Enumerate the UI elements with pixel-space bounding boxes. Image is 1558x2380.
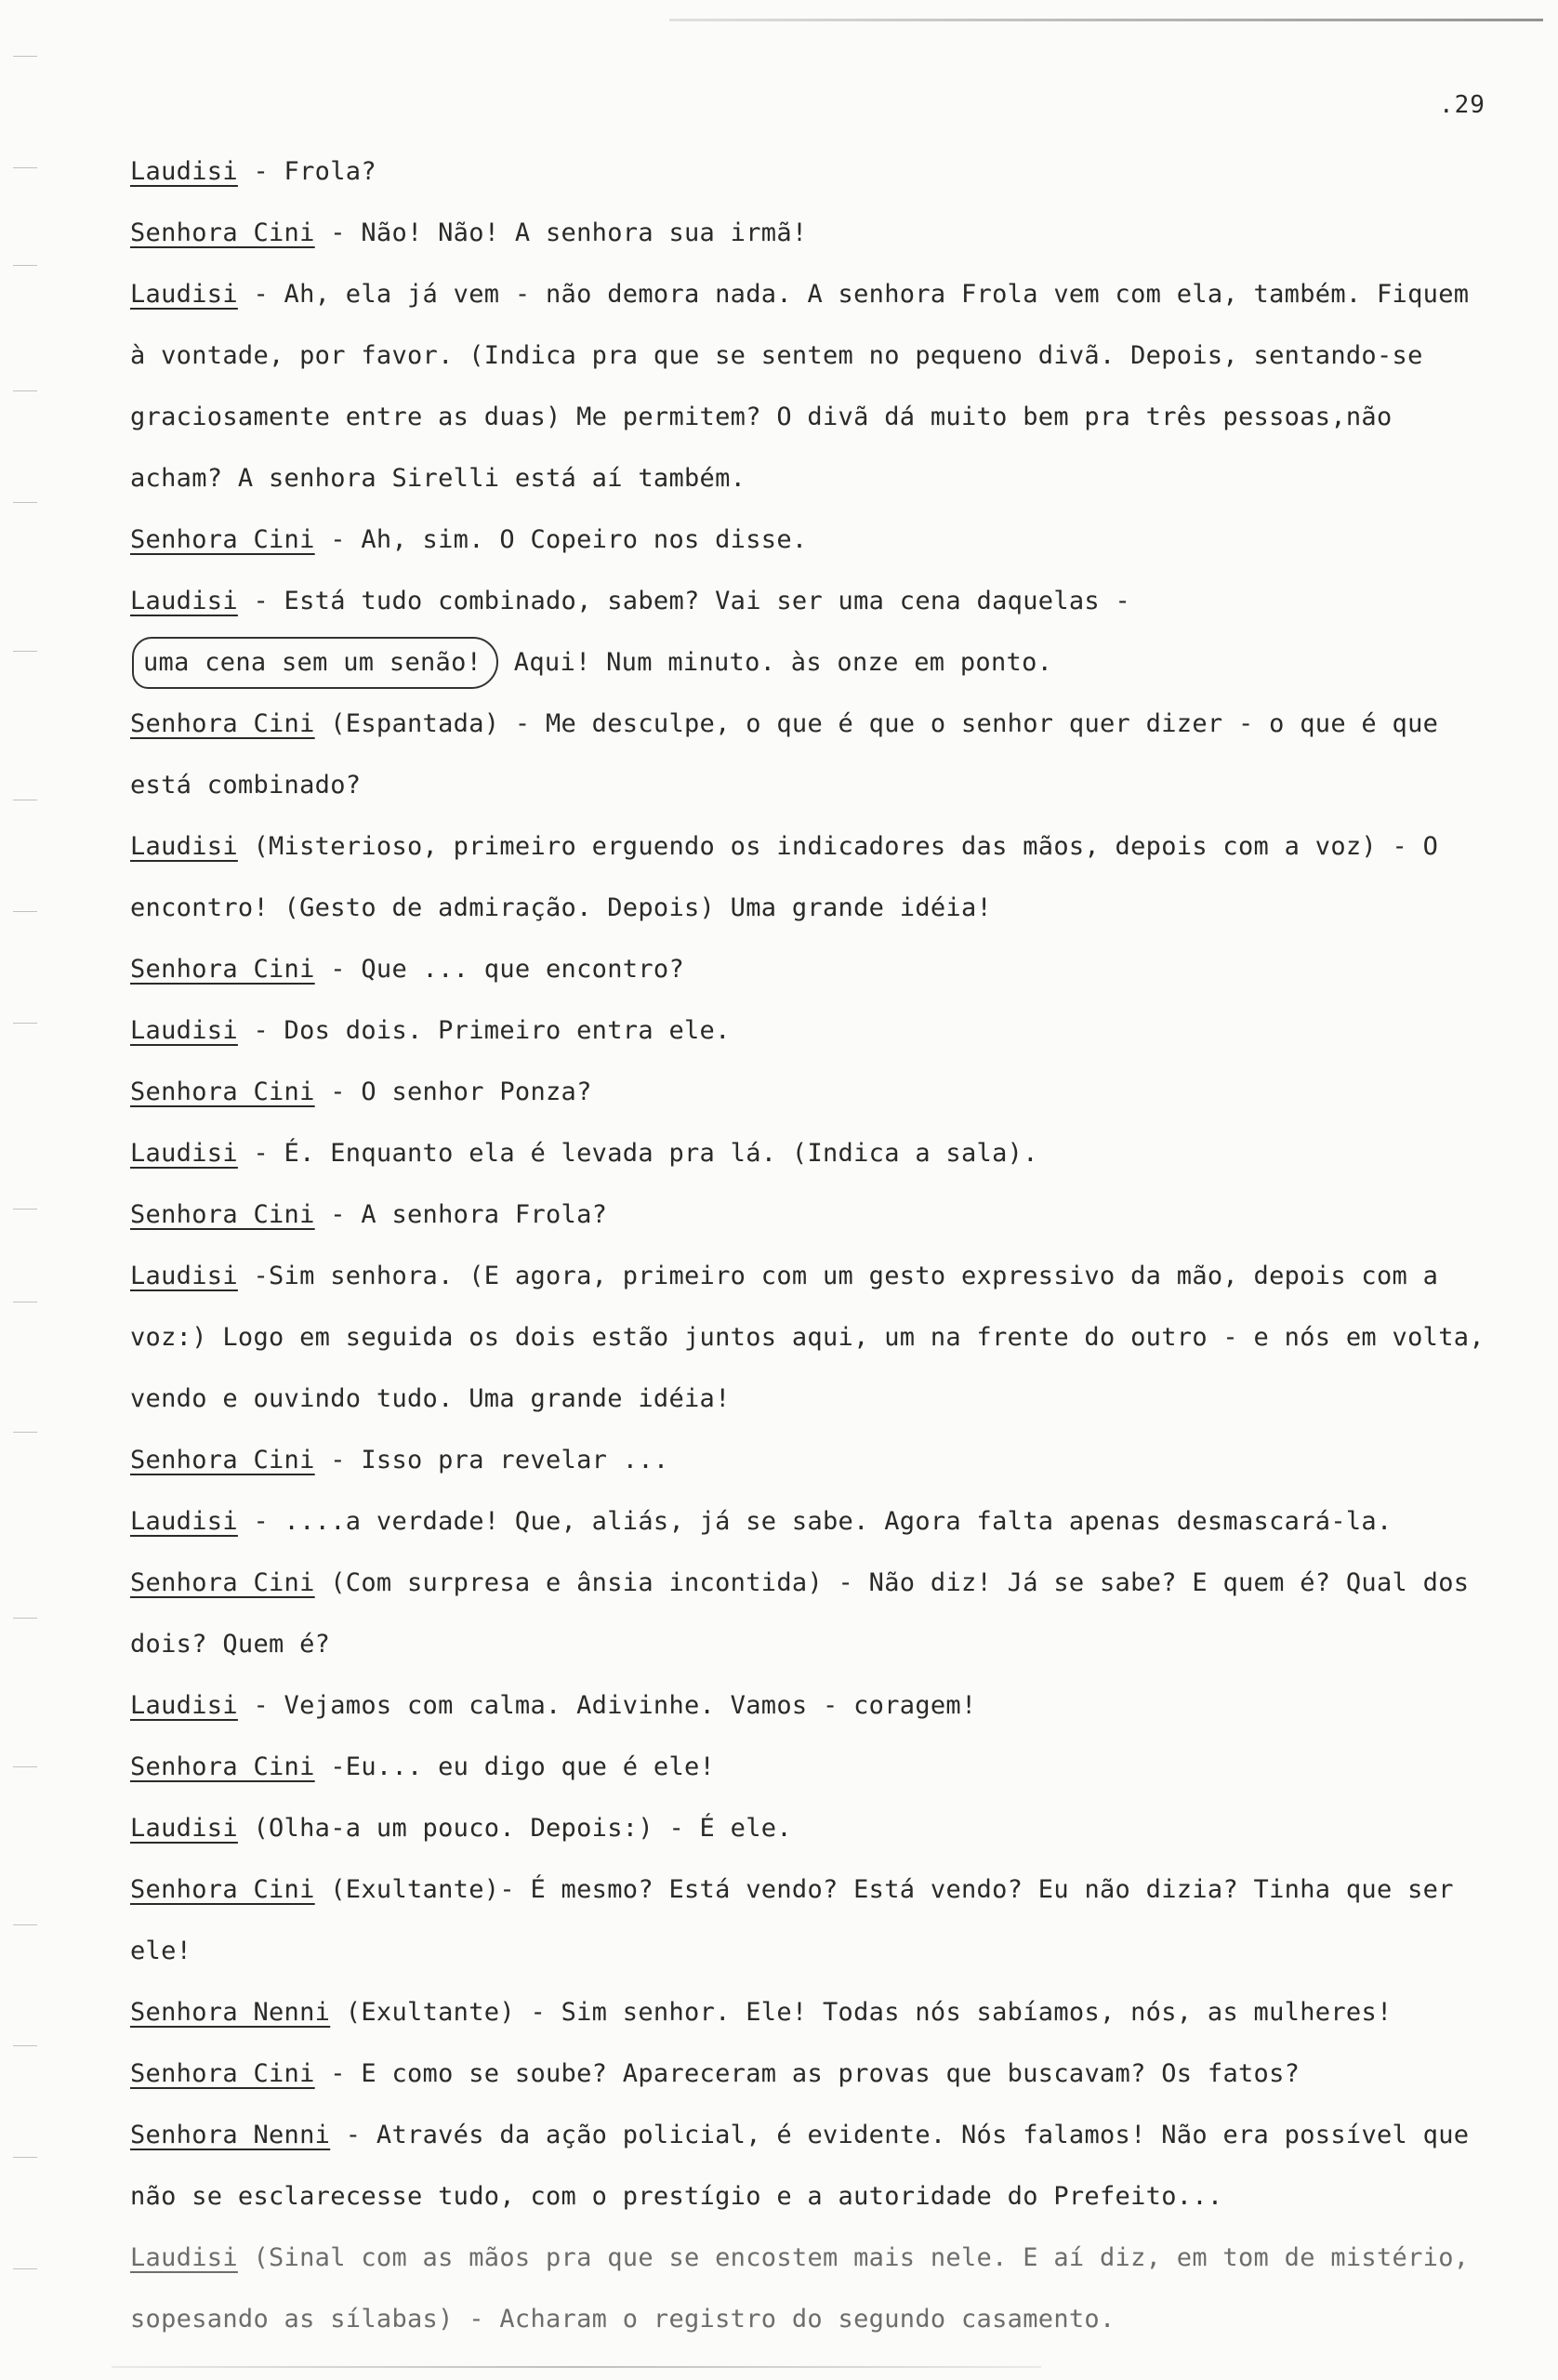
page-number: .29 bbox=[1439, 91, 1485, 119]
dialogue-entry bbox=[130, 1062, 1497, 1123]
speaker-name: Senhora Cini bbox=[130, 1752, 315, 1781]
speaker-name: Laudisi bbox=[130, 1016, 238, 1045]
dialogue-text-continued: Aqui! Num minuto. às onze em ponto. bbox=[498, 648, 1053, 677]
dialogue-entry bbox=[130, 1675, 1497, 1737]
dialogue-entry bbox=[130, 1430, 1497, 1491]
dialogue-text: -Eu... eu digo que é ele! bbox=[314, 1752, 716, 1781]
dialogue-entry bbox=[130, 1798, 1497, 1859]
dialogue-text: -Sim senhora. (E agora, primeiro com um gesto expressivo da mão, depois com a voz:) Logo em seguida os dois estão juntos aqui, um na frente do outro - e nós em volta, vendo e ouvindo tudo. Uma grande idéia! bbox=[130, 1262, 1485, 1413]
speaker-name: Laudisi bbox=[130, 2243, 238, 2272]
dialogue-entry bbox=[130, 2105, 1497, 2228]
speaker-name: Senhora Cini bbox=[130, 218, 315, 247]
top-scan-rule bbox=[669, 19, 1543, 21]
dialogue-text: (Exultante) - Sim senhor. Ele! Todas nós sabíamos, nós, as mulheres! bbox=[330, 1998, 1393, 2027]
dialogue-text: - Que ... que encontro? bbox=[314, 955, 685, 984]
speaker-name: Laudisi bbox=[130, 280, 238, 309]
dialogue-text: - Ah, sim. O Copeiro nos disse. bbox=[314, 525, 808, 554]
speaker-name: Senhora Cini bbox=[130, 1200, 315, 1229]
speaker-name: Senhora Cini bbox=[130, 2059, 315, 2088]
dialogue-text: - Está tudo combinado, sabem? Vai ser uma cena daquelas - bbox=[237, 587, 1131, 615]
speaker-name: Senhora Nenni bbox=[130, 1998, 331, 2027]
speaker-name: Laudisi bbox=[130, 1262, 238, 1290]
dialogue-text: - Através da ação policial, é evidente. Nós falamos! Não era possível que não se esclarecesse tudo, com o prestígio e a autoridade do Prefeito... bbox=[130, 2121, 1470, 2211]
speaker-name: Laudisi bbox=[130, 1691, 238, 1720]
dialogue-entry bbox=[130, 1982, 1497, 2043]
dialogue-entry bbox=[130, 2043, 1497, 2105]
dialogue-entry bbox=[130, 509, 1497, 571]
dialogue-entry bbox=[130, 1491, 1497, 1553]
dialogue-text: (Exultante)- É mesmo? Está vendo? Está vendo? Eu não dizia? Tinha que ser ele! bbox=[130, 1875, 1454, 1965]
dialogue-entry bbox=[130, 571, 1497, 694]
dialogue-entry bbox=[130, 203, 1497, 264]
speaker-name: Senhora Cini bbox=[130, 1568, 315, 1597]
dialogue-entry bbox=[130, 1246, 1497, 1430]
speaker-name: Senhora Cini bbox=[130, 1875, 315, 1904]
dialogue-entry bbox=[130, 2228, 1497, 2350]
speaker-name: Laudisi bbox=[130, 1814, 238, 1843]
dialogue-entry bbox=[130, 939, 1497, 1000]
dialogue-entry bbox=[130, 141, 1497, 203]
handwritten-boxed-insert: uma cena sem um senão! bbox=[132, 637, 498, 689]
speaker-name: Senhora Nenni bbox=[130, 2121, 331, 2149]
speaker-name: Laudisi bbox=[130, 587, 238, 615]
speaker-name: Laudisi bbox=[130, 1139, 238, 1168]
dialogue-entry bbox=[130, 1184, 1497, 1246]
dialogue-text: (Misterioso, primeiro erguendo os indicadores das mãos, depois com a voz) - O encontro! (Gesto de admiração. Depois) Uma grande idéia! bbox=[130, 832, 1439, 922]
dialogue-text: - Isso pra revelar ... bbox=[314, 1446, 669, 1474]
dialogue-entry bbox=[130, 694, 1497, 816]
dialogue-text: - E como se soube? Apareceram as provas que buscavam? Os fatos? bbox=[314, 2059, 1301, 2088]
dialogue-text: - Vejamos com calma. Adivinhe. Vamos - coragem! bbox=[237, 1691, 977, 1720]
dialogue-entry bbox=[130, 1123, 1497, 1184]
script-body bbox=[130, 141, 1497, 2350]
speaker-name: Senhora Cini bbox=[130, 955, 315, 984]
dialogue-entry bbox=[130, 1553, 1497, 1675]
speaker-name: Laudisi bbox=[130, 1507, 238, 1536]
dialogue-text: (Com surpresa e ânsia incontida) - Não diz! Já se sabe? E quem é? Qual dos dois? Quem é? bbox=[130, 1568, 1470, 1659]
speaker-name: Senhora Cini bbox=[130, 525, 315, 554]
dialogue-text: (Olha-a um pouco. Depois:) - É ele. bbox=[237, 1814, 792, 1843]
dialogue-text: - Ah, ela já vem - não demora nada. A senhora Frola vem com ela, também. Fiquem à vontade, por favor. (Indica pra que se sentem no pequeno divã. Depois, sentando-se graciosamente entre as duas) Me permitem? O divã dá muito bem pra três pessoas,não acham? A senhora Sirelli está aí também. bbox=[130, 280, 1470, 493]
left-margin-marks bbox=[13, 19, 50, 2361]
dialogue-text: - Frola? bbox=[237, 157, 376, 186]
bottom-scan-rule bbox=[112, 2366, 1041, 2368]
speaker-name: Laudisi bbox=[130, 832, 238, 861]
dialogue-text: - Dos dois. Primeiro entra ele. bbox=[237, 1016, 731, 1045]
dialogue-text: - O senhor Ponza? bbox=[314, 1078, 592, 1106]
speaker-name: Senhora Cini bbox=[130, 1078, 315, 1106]
dialogue-entry bbox=[130, 816, 1497, 939]
dialogue-entry bbox=[130, 1859, 1497, 1982]
dialogue-text: (Espantada) - Me desculpe, o que é que o senhor quer dizer - o que é que está combinado? bbox=[130, 709, 1439, 800]
dialogue-entry bbox=[130, 1000, 1497, 1062]
speaker-name: Laudisi bbox=[130, 157, 238, 186]
speaker-name: Senhora Cini bbox=[130, 709, 315, 738]
dialogue-text: - ....a verdade! Que, aliás, já se sabe. Agora falta apenas desmascará-la. bbox=[237, 1507, 1393, 1536]
dialogue-text: - Não! Não! A senhora sua irmã! bbox=[314, 218, 808, 247]
speaker-name: Senhora Cini bbox=[130, 1446, 315, 1474]
dialogue-text: - É. Enquanto ela é levada pra lá. (Indica a sala). bbox=[237, 1139, 1038, 1168]
dialogue-entry bbox=[130, 1737, 1497, 1798]
dialogue-entry bbox=[130, 264, 1497, 509]
dialogue-text: - A senhora Frola? bbox=[314, 1200, 608, 1229]
dialogue-text: (Sinal com as mãos pra que se encostem mais nele. E aí diz, em tom de mistério, sopesando as sílabas) - Acharam o registro do segundo casamento. bbox=[130, 2243, 1470, 2334]
